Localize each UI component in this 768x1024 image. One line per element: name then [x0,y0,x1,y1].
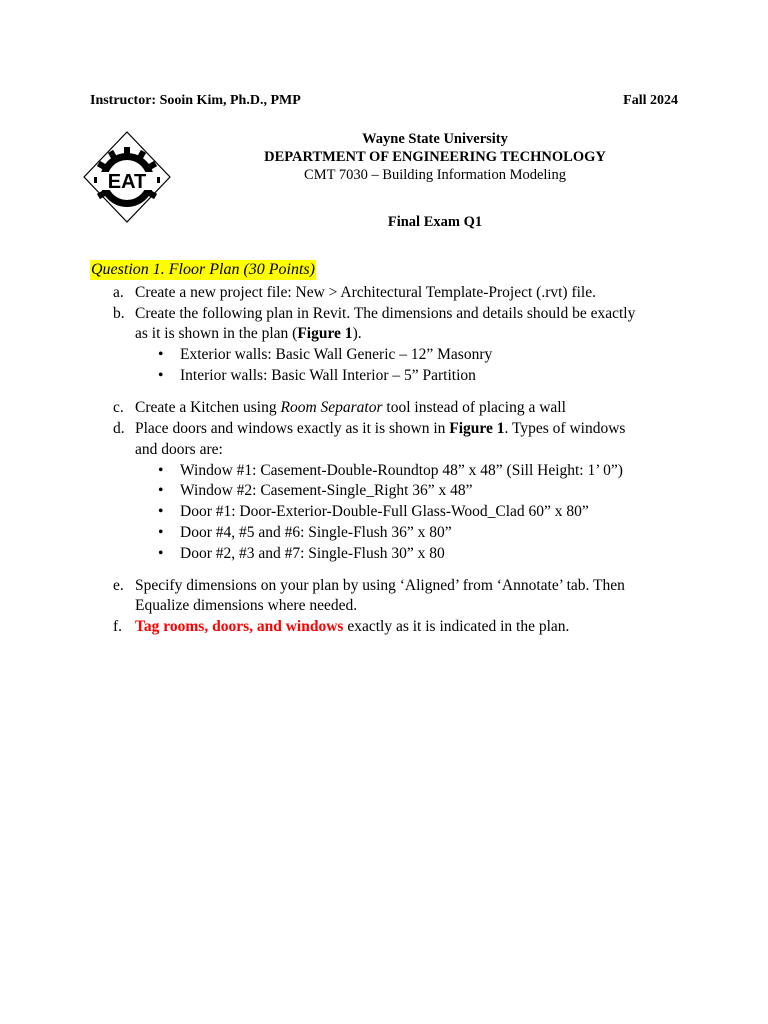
instructor-line: Instructor: Sooin Kim, Ph.D., PMP [90,93,301,108]
list-marker: f. [113,618,123,635]
bullet-icon: • [158,503,164,520]
university-name: Wayne State University [362,131,508,147]
list-item-text: Specify dimensions on your plan by using ‘Aligned’ from ‘Annotate’ tab. Then [135,577,625,594]
list-item-text: Place doors and windows exactly as it is shown in Figure 1. Types of windows [135,420,626,437]
list-item-text: as it is shown in the plan (Figure 1). [135,325,362,342]
figure-reference: Figure 1 [297,325,353,342]
department-name: DEPARTMENT OF ENGINEERING TECHNOLOGY [264,149,606,165]
term-label: Fall 2024 [623,93,678,108]
bullet-icon: • [158,524,164,541]
list-item-text: Tag rooms, doors, and windows exactly as it is indicated in the plan. [135,618,570,635]
list-marker: b. [113,305,125,322]
tool-name: Room Separator [280,399,383,416]
list-item-text: Create a new project file: New > Architectural Template-Project (.rvt) file. [135,284,596,301]
exam-title: Final Exam Q1 [387,214,483,230]
bullet-icon: • [158,545,164,562]
list-item-text: Create the following plan in Revit. The dimensions and details should be exactly [135,305,636,322]
list-marker: c. [113,399,124,416]
emphasis-text: Tag rooms, doors, and windows [135,618,344,635]
document-page: Instructor: Sooin Kim, Ph.D., PMP Fall 2024 EAT Wayne State University DEPARTMENT OF ENGINEERING TECHNOLOGY CMT 7030 – Building Information Modeling Final Exam Q1 Question 1. Floor Plan (30 Points) a. Create a new project file: New > Architectural Template-Project (.rvt) file. b. Create the following plan in Revit. The dimensions and details should be exactly as it is shown in the plan (Figure 1). • Exterior walls: Basic Wall Generic – 12” Masonry • Interior walls: Basic Wall Interior – 5” Partition c. Create a Kitchen using Room Separator tool instead of placing a wall d. Place doors and windows exactly as it is shown in Figure 1. Types of windows and doors are: • Window #1: Casement-Double-Roundtop 48” x 48” (Sill Height: 1’ 0”) • Window #2: Casement-Single_Right 36” x 48” • Door #1: Door-Exterior-Double-Full Glass-Wood_Clad 60” x 80” • Door #4, #5 and #6: Single-Flush 36” x 80” • Door #2, #3 and #7: Single-Flush 30” x 80 e. Specify dimensions on your plan by using ‘Aligned’ from ‘Annotate’ tab. Then Equalize dimensions where needed. f. Tag rooms, doors, and windows exactly as it is indicated in the plan. [0,0,768,1024]
gear-compass-logo-icon [82,130,172,224]
bullet-icon: • [158,462,164,479]
list-marker: e. [113,577,124,594]
list-item-text: Create a Kitchen using Room Separator tool instead of placing a wall [135,399,566,416]
figure-reference: Figure 1 [449,420,505,437]
list-marker: a. [113,284,124,301]
bullet-icon: • [158,346,164,363]
list-marker: d. [113,420,125,437]
question-title: Question 1. Floor Plan (30 Points) [91,261,315,278]
bullet-icon: • [158,482,164,499]
list-item-text: and doors are: [135,441,223,458]
list-item-text: Equalize dimensions where needed. [135,597,358,614]
logo-text: EAT [107,171,147,193]
bullet-icon: • [158,367,164,384]
course-name: CMT 7030 – Building Information Modeling [304,167,566,183]
